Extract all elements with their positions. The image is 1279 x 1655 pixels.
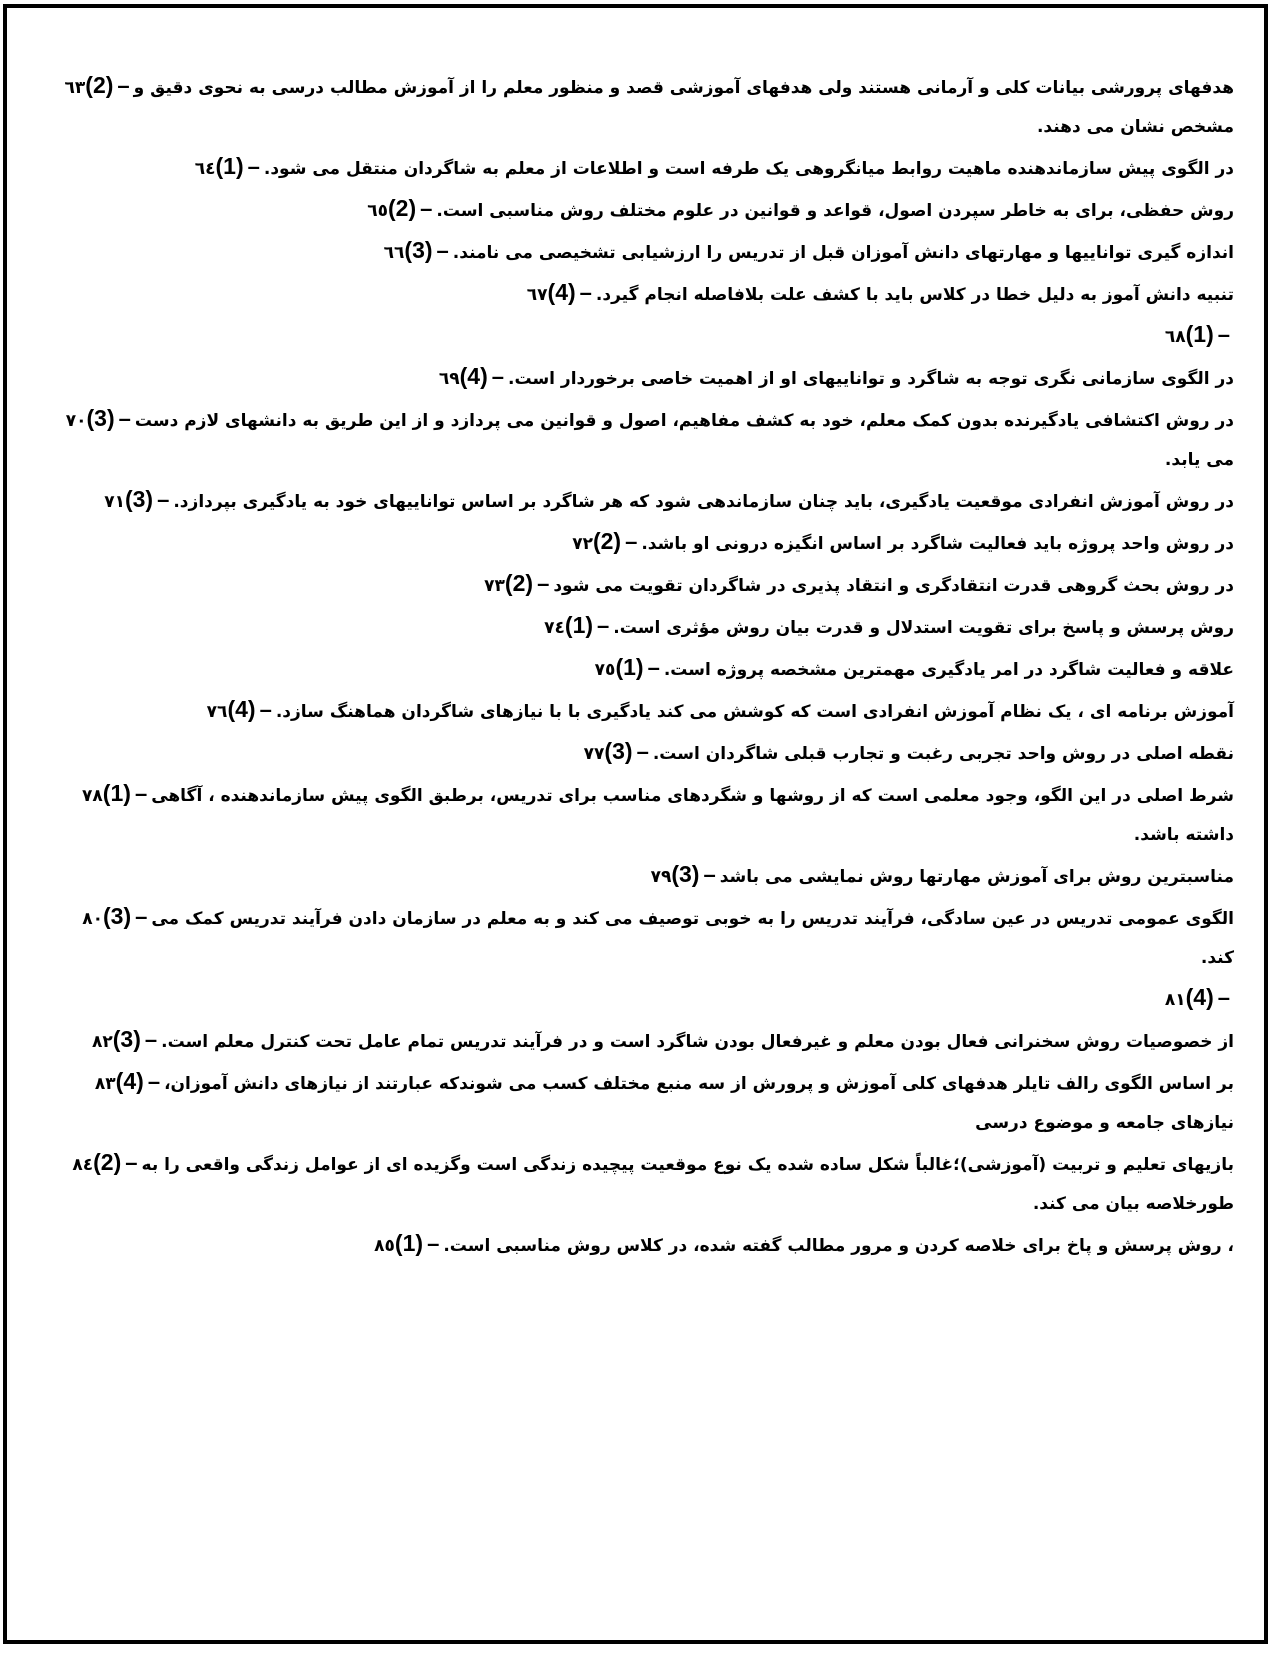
answer-key: (2)	[592, 528, 622, 554]
answer-key: (1)	[564, 612, 594, 638]
answer-explanation: ، روش پرسش و پاخ برای خلاصه کردن و مرور مطالب گفته شده، در کلاس روش مناسبی است.	[443, 1236, 1234, 1256]
page-border	[3, 4, 1268, 1644]
answer-explanation: در الگوی سازمانی نگری توجه به شاگرد و تواناییهای او از اهمیت خاصی برخوردار است.	[507, 369, 1234, 389]
separator-dash: –	[247, 154, 260, 179]
answer-item-78	[49, 774, 1234, 855]
answer-item-74	[49, 606, 1234, 648]
answer-explanation: در روش آموزش انفرادی موقعیت یادگیری، باید چنان سازماندهی شود که هر شاگرد بر اساس تواناییهای خود به یادگیری بپردازد.	[173, 492, 1234, 512]
answer-key: (3)	[671, 861, 700, 887]
answer-key: (3)	[102, 903, 132, 929]
question-number: ٧١	[104, 492, 125, 512]
question-number: ٧٠	[65, 411, 87, 431]
answer-item-67	[49, 273, 1234, 315]
separator-dash: –	[420, 196, 433, 221]
separator-dash: –	[135, 904, 148, 929]
answer-key: (3)	[404, 237, 433, 263]
answer-key: (1)	[1185, 321, 1214, 347]
answer-item-77	[49, 732, 1234, 774]
answer-explanation: هدفهای پرورشی بیانات کلی و آرمانی هستند ولی هدفهای آموزشی قصد و منظور معلم را از آموزش مطالب درسی به نحوی دقیق و مشخص نشان می دهند.	[133, 78, 1234, 137]
separator-dash: –	[703, 862, 716, 887]
answer-item-70	[49, 399, 1234, 480]
separator-dash: –	[625, 529, 638, 554]
answer-explanation: شرط اصلی در این الگو، وجود معلمی است که از روشها و شگردهای مناسب برای تدریس، برطبق الگوی پیش سازماندهنده ، آگاهی داشته باشد.	[151, 786, 1234, 845]
answer-item-85	[49, 1224, 1234, 1266]
answer-item-66	[49, 231, 1234, 273]
answer-explanation: مناسبترین روش برای آموزش مهارتها روش نمایشی می باشد	[719, 867, 1234, 887]
answer-key: (2)	[504, 570, 534, 596]
answer-explanation: در روش اکتشافی یادگیرنده بدون کمک معلم، خود به کشف مفاهیم، اصول و قوانین می پردازد و از این طریق به دانشهای لازم دست می یابد.	[134, 411, 1234, 470]
answer-explanation: بر اساس الگوی رالف تایلر هدفهای کلی آموزش و پرورش از سه منبع مختلف کسب می شوندکه عبارتند از نیازهای دانش آموزان، نیازهای جامعه و موضوع درسی	[164, 1074, 1234, 1133]
answer-key: (2)	[387, 195, 417, 221]
question-number: ٦٦	[383, 243, 405, 263]
answer-explanation: روش پرسش و پاسخ برای تقویت استدلال و قدرت بیان روش مؤثری است.	[613, 618, 1234, 638]
question-number: ٧٦	[206, 702, 228, 722]
separator-dash: –	[579, 280, 592, 305]
answer-explanation: بازیهای تعلیم و تربیت (آموزشی)؛غالباً شکل ساده شده یک نوع موقعیت پیچیده زندگی است وگزیده ای از عوامل زندگی واقعی را به طورخلاصه بیان می کند.	[141, 1155, 1234, 1214]
answer-key: (3)	[124, 486, 154, 512]
answer-item-81	[49, 978, 1234, 1020]
answer-item-68	[49, 315, 1234, 357]
separator-dash: –	[427, 1231, 440, 1256]
question-number: ٦٤	[194, 159, 216, 179]
question-number: ٦٩	[438, 369, 460, 389]
question-number: ٧٥	[594, 660, 616, 680]
answer-list	[49, 66, 1234, 1266]
answer-key: (2)	[85, 72, 114, 98]
answer-item-69	[49, 357, 1234, 399]
separator-dash: –	[125, 1150, 138, 1175]
separator-dash: –	[436, 238, 449, 263]
answer-explanation: اندازه گیری تواناییها و مهارتهای دانش آموزان قبل از تدریس را ارزشیابی تشخیصی می نامند.	[452, 243, 1234, 263]
question-number: ٧٣	[484, 576, 505, 596]
answer-key: (1)	[102, 780, 131, 806]
answer-explanation: در الگوی پیش سازماندهنده ماهیت روابط میانگروهی یک طرفه است و اطلاعات از معلم به شاگردان منتقل می شود.	[263, 159, 1234, 179]
separator-dash: –	[134, 781, 148, 806]
answer-explanation: آموزش برنامه ای ، یک نظام آموزش انفرادی است که کوشش می کند یادگیری با با نیازهای شاگردان هماهنگ سازد.	[275, 702, 1234, 722]
answer-key: (2)	[93, 1149, 122, 1175]
answer-key: (3)	[112, 1026, 141, 1052]
question-number: ٨٠	[82, 909, 103, 929]
answer-explanation: الگوی عمومی تدریس در عین سادگی، فرآیند تدریس را به خوبی توصیف می کند و به معلم در سازمان دادن فرآیند تدریس کمک می کند.	[151, 909, 1234, 968]
answer-key: (1)	[394, 1230, 424, 1256]
answer-item-65	[49, 189, 1234, 231]
question-number: ٨٤	[72, 1155, 94, 1175]
answer-item-79	[49, 855, 1234, 897]
question-number: ٧٨	[82, 786, 103, 806]
separator-dash: –	[647, 655, 660, 680]
answer-item-83	[49, 1062, 1234, 1143]
answer-key: (1)	[215, 153, 244, 179]
answer-explanation: علاقه و فعالیت شاگرد در امر یادگیری مهمترین مشخصه پروژه است.	[663, 660, 1234, 680]
separator-dash: –	[118, 406, 131, 431]
answer-explanation: در روش واحد پروژه باید فعالیت شاگرد بر اساس انگیزه درونی او باشد.	[641, 534, 1234, 554]
answer-explanation: از خصوصیات روش سخنرانی فعال بودن معلم و غیرفعال بودن شاگرد است و در فرآیند تدریس تمام عامل تحت کنترل معلم است.	[161, 1032, 1234, 1052]
answer-item-71	[49, 480, 1234, 522]
answer-key: (4)	[1185, 984, 1214, 1010]
answer-item-76	[49, 690, 1234, 732]
separator-dash: –	[259, 697, 272, 722]
question-number: ٨٥	[374, 1236, 395, 1256]
answer-key: (4)	[459, 363, 488, 389]
question-number: ٨٣	[94, 1074, 116, 1094]
question-number: ٧٤	[544, 618, 565, 638]
answer-item-84	[49, 1143, 1234, 1224]
question-number: ٦٥	[367, 201, 388, 221]
answer-item-80	[49, 897, 1234, 978]
question-number: ٨٢	[91, 1032, 113, 1052]
separator-dash: –	[144, 1027, 158, 1052]
separator-dash: –	[157, 487, 170, 512]
answer-item-75	[49, 648, 1234, 690]
answer-key: (4)	[115, 1068, 144, 1094]
separator-dash: –	[491, 364, 504, 389]
answer-explanation: نقطه اصلی در روش واحد تجربی رغبت و تجارب قبلی شاگردان است.	[652, 744, 1234, 764]
question-number: ٧٩	[650, 867, 672, 887]
answer-explanation: تنبیه دانش آموز به دلیل خطا در کلاس باید با کشف علت بلافاصله انجام گیرد.	[595, 285, 1234, 305]
answer-item-63	[49, 66, 1234, 147]
separator-dash: –	[1217, 985, 1230, 1010]
answer-explanation: در روش بحث گروهی قدرت انتقادگری و انتقاد پذیری در شاگردان تقویت می شود	[553, 576, 1234, 596]
answer-item-73	[49, 564, 1234, 606]
answer-key: (1)	[615, 654, 644, 680]
question-number: ٧٧	[583, 744, 605, 764]
separator-dash: –	[117, 73, 130, 98]
question-number: ٦٧	[526, 285, 548, 305]
question-number: ٦٣	[64, 78, 86, 98]
separator-dash: –	[597, 613, 610, 638]
separator-dash: –	[1217, 322, 1230, 347]
question-number: ٧٢	[572, 534, 593, 554]
answer-explanation: روش حفظی، برای به خاطر سپردن اصول، قواعد و قوانین در علوم مختلف روش مناسبی است.	[436, 201, 1234, 221]
answer-key: (3)	[86, 405, 115, 431]
answer-key: (4)	[547, 279, 576, 305]
separator-dash: –	[636, 739, 649, 764]
answer-item-82	[49, 1020, 1234, 1062]
answer-item-72	[49, 522, 1234, 564]
answer-key: (3)	[604, 738, 633, 764]
question-number: ٨١	[1164, 990, 1186, 1010]
separator-dash: –	[537, 571, 550, 596]
answer-item-64	[49, 147, 1234, 189]
answer-key: (4)	[227, 696, 256, 722]
separator-dash: –	[147, 1069, 161, 1094]
question-number: ٦٨	[1164, 327, 1186, 347]
